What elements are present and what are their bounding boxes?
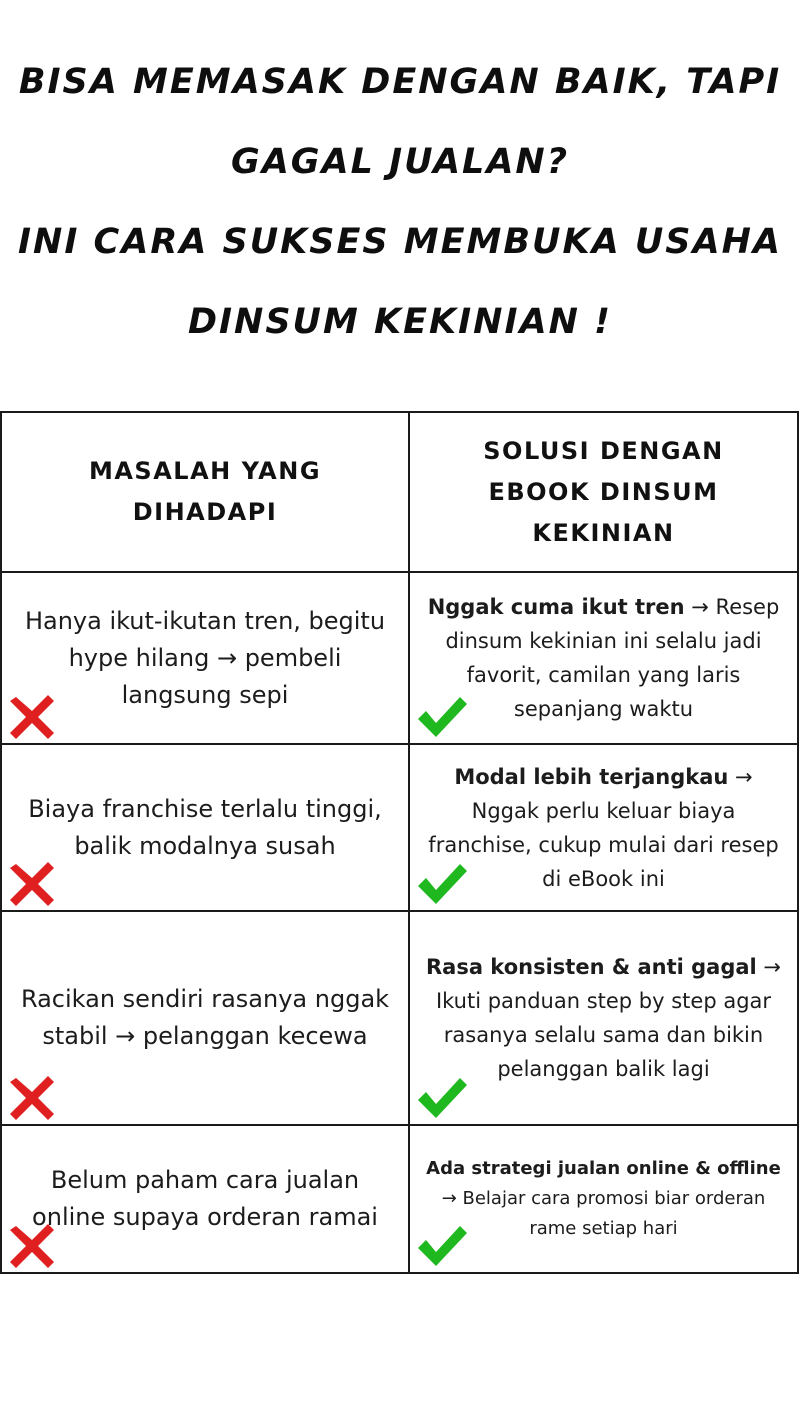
table-row (1, 572, 798, 744)
header-solution-label: SOLUSI DENGAN EBOOK DINSUM KEKINIAN (483, 436, 724, 547)
solution-text: → Nggak perlu keluar biaya franchise, cukup mulai dari resep di eBook ini (428, 764, 779, 891)
solution-highlight: Nggak cuma ikut tren (427, 595, 685, 619)
red-cross-icon (8, 1072, 56, 1122)
table-header-row (1, 412, 798, 572)
solution-cell (409, 911, 798, 1125)
red-cross-icon (8, 858, 56, 908)
solution-cell (409, 572, 798, 744)
solution-cell (409, 744, 798, 911)
solution-highlight: Ada strategi jualan online & offline (426, 1158, 781, 1179)
table-row (1, 744, 798, 911)
comparison-table (0, 411, 799, 1274)
problem-cell (1, 572, 409, 744)
solution-text: → Resep dinsum kekinian ini selalu jadi favorit, camilan yang laris sepanjang waktu (445, 595, 780, 721)
headline-line-2: GAGAL JUALAN? (230, 142, 570, 182)
solution-highlight: Modal lebih terjangkau (454, 764, 729, 789)
headline-line-1: BISA MEMASAK DENGAN BAIK, TAPI (18, 62, 782, 102)
problem-cell (1, 911, 409, 1125)
problem-cell (1, 1125, 409, 1273)
solution-cell (409, 1125, 798, 1273)
problem-text: Biaya franchise terlalu tinggi, balik modalnya susah (28, 794, 382, 860)
headline (0, 42, 800, 362)
header-problem (1, 412, 409, 572)
headline-line-4: DINSUM KEKINIAN ! (187, 302, 613, 342)
problem-cell (1, 744, 409, 911)
solution-text: → Belajar cara promosi biar orderan rame setiap hari (441, 1188, 766, 1239)
table-row (1, 911, 798, 1125)
solution-text: → Ikuti panduan step by step agar rasanya selalu sama dan bikin pelanggan balik lagi (435, 955, 782, 1081)
problem-text: Belum paham cara jualan online supaya orderan ramai (32, 1166, 378, 1231)
table-row (1, 1125, 798, 1273)
header-solution (409, 412, 798, 572)
problem-text: Racikan sendiri rasanya nggak stabil → pelanggan kecewa (20, 985, 390, 1050)
headline-line-3: INI CARA SUKSES MEMBUKA USAHA (18, 222, 782, 262)
problem-text: Hanya ikut-ikutan tren, begitu hype hilang → pembeli langsung sepi (24, 606, 386, 709)
solution-highlight: Rasa konsisten & anti gagal (425, 955, 757, 979)
header-problem-label: MASALAH YANG DIHADAPI (88, 457, 322, 526)
